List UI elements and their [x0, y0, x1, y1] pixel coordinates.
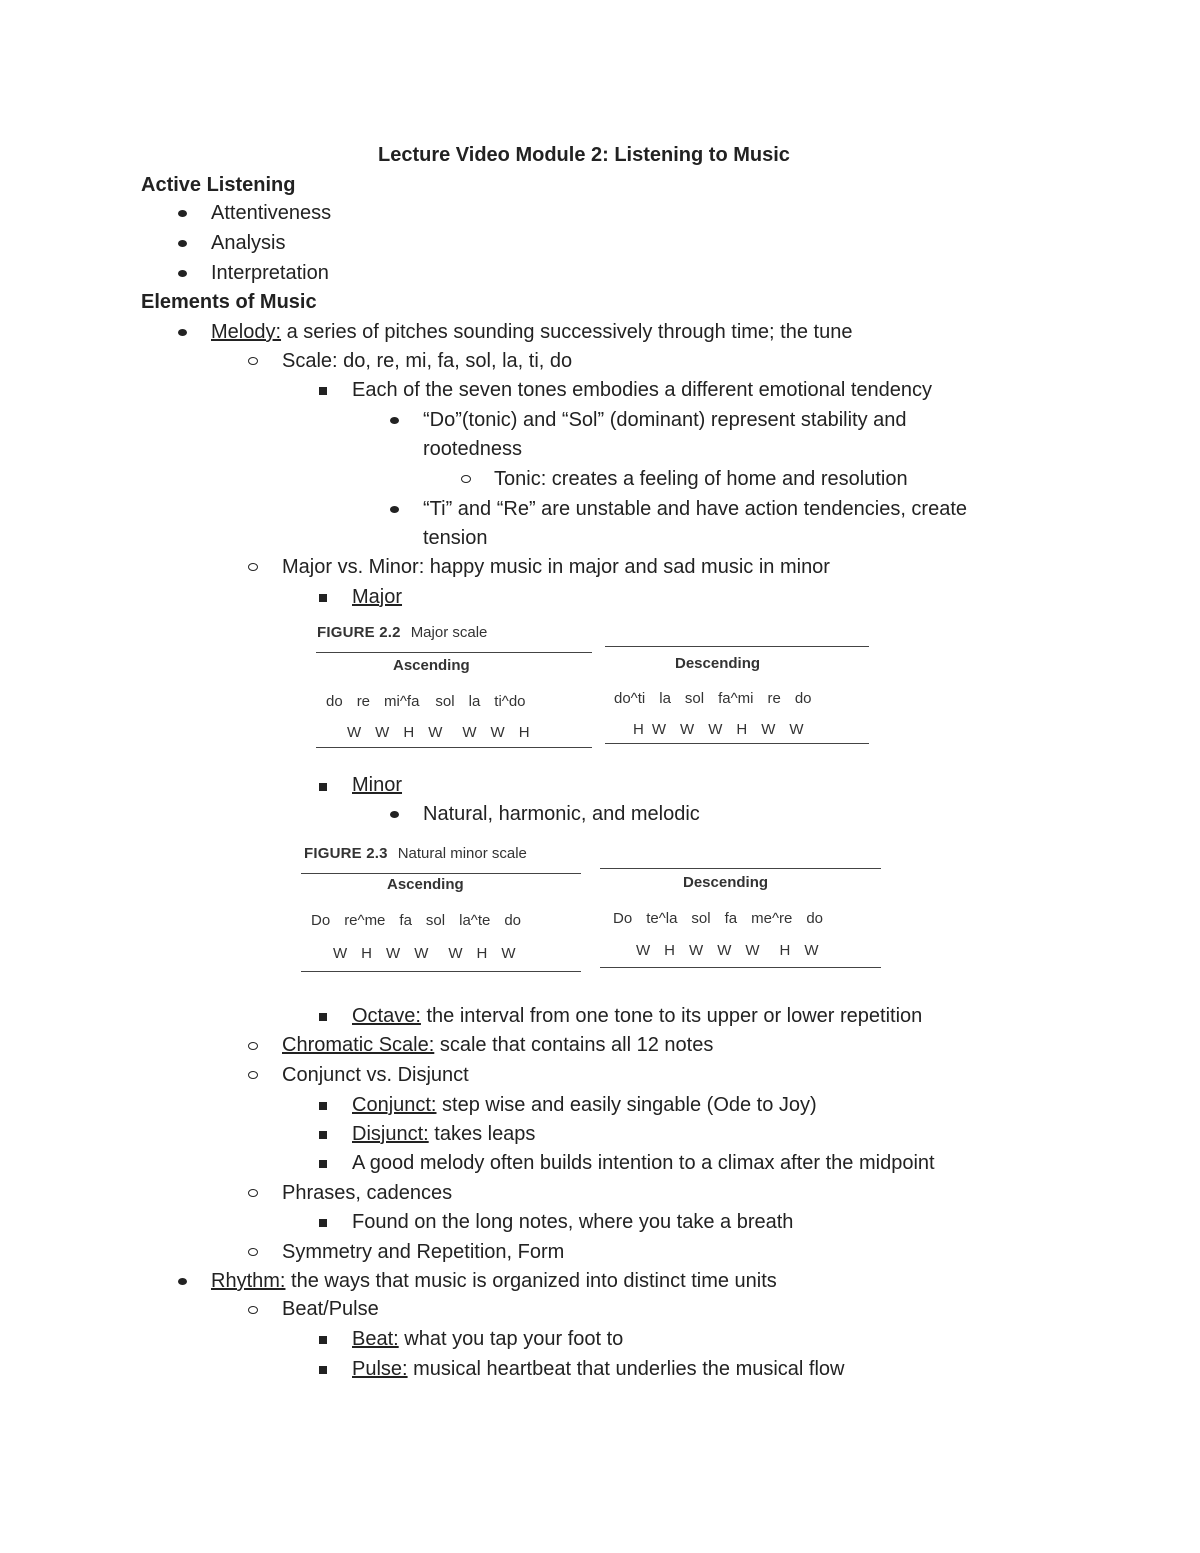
step: W — [636, 942, 651, 959]
syllable: fa — [724, 910, 738, 927]
rhythm-term: Rhythm: — [211, 1270, 286, 1292]
step: H — [361, 945, 373, 962]
ti-re-item-cont: tension — [423, 527, 488, 549]
step: W — [333, 945, 348, 962]
page-title: Lecture Video Module 2: Listening to Music — [378, 144, 790, 166]
step: W — [375, 724, 390, 741]
asc-syllables — [311, 912, 535, 929]
bullet-circle-icon — [248, 1071, 258, 1079]
step: H — [736, 721, 748, 738]
syllable: mi^fa — [384, 693, 420, 710]
disjunct-def: takes leaps — [428, 1123, 536, 1145]
asc-steps — [347, 724, 544, 741]
bullet-circle-icon — [461, 475, 471, 483]
bullet-dot-icon — [390, 811, 399, 818]
step: H — [403, 724, 415, 741]
bullet-dot-icon — [178, 1278, 187, 1285]
bullet-circle-icon — [248, 563, 258, 571]
ascending-heading: Ascending — [387, 876, 464, 893]
bullet-circle-icon — [248, 1189, 258, 1197]
figure-label: FIGURE 2.2 — [317, 624, 401, 641]
figure-label: FIGURE 2.3 — [304, 845, 388, 862]
syllable: sol — [684, 690, 705, 707]
step: W — [347, 724, 362, 741]
good-melody-item: A good melody often builds intention to a climax after the midpoint — [352, 1152, 935, 1174]
conjunct-def: step wise and easily singable (Ode to Joy) — [436, 1094, 817, 1116]
active-listening-heading: Active Listening — [141, 174, 296, 196]
bullet-dot-icon — [178, 240, 187, 247]
major-minor-item: Major vs. Minor: happy music in major and sad music in minor — [282, 556, 830, 578]
desc-steps — [633, 721, 818, 738]
bullet-square-icon — [319, 594, 327, 602]
step: W — [501, 945, 516, 962]
melody-term: Melody: — [211, 321, 282, 343]
desc-syllables — [614, 690, 826, 707]
step: W — [386, 945, 401, 962]
rhythm-item — [211, 1269, 777, 1293]
melody-def: a series of pitches sounding successively through time; the tune — [281, 321, 853, 343]
syllable: la — [659, 690, 671, 707]
figure-rule — [605, 646, 869, 647]
do-sol-item: “Do”(tonic) and “Sol” (dominant) represent stability and — [423, 409, 907, 431]
figure-caption — [317, 624, 487, 641]
syllable: re — [767, 690, 781, 707]
rhythm-def: the ways that music is organized into distinct time units — [285, 1270, 777, 1292]
pulse-def: musical heartbeat that underlies the musical flow — [407, 1358, 845, 1380]
bullet-square-icon — [319, 1102, 327, 1110]
step: W — [804, 942, 819, 959]
conj-disj-item: Conjunct vs. Disjunct — [282, 1064, 469, 1086]
conjunct-item — [352, 1093, 817, 1117]
bullet-dot-icon — [390, 506, 399, 513]
list-item: Interpretation — [211, 262, 329, 284]
syllable: fa^mi — [718, 690, 754, 707]
octave-item — [352, 1004, 922, 1028]
octave-term: Octave: — [352, 1005, 421, 1027]
step: W — [708, 721, 723, 738]
pulse-item — [352, 1357, 844, 1381]
step: W — [414, 945, 429, 962]
syllable: la^te — [459, 912, 491, 929]
list-item: Analysis — [211, 232, 286, 254]
chromatic-item — [282, 1033, 713, 1057]
chromatic-term: Chromatic Scale: — [282, 1034, 435, 1056]
pulse-term: Pulse: — [352, 1358, 408, 1380]
syllable: me^re — [751, 910, 793, 927]
desc-syllables — [613, 910, 837, 927]
step: W — [717, 942, 732, 959]
syllable: Do — [613, 910, 633, 927]
bullet-dot-icon — [178, 270, 187, 277]
asc-steps — [333, 945, 530, 962]
bullet-square-icon — [319, 1219, 327, 1227]
minor-types-item: Natural, harmonic, and melodic — [423, 803, 700, 825]
figure-rule — [600, 868, 881, 869]
disjunct-item — [352, 1122, 535, 1146]
bullet-square-icon — [319, 1366, 327, 1374]
beat-pulse-item: Beat/Pulse — [282, 1298, 379, 1320]
octave-def: the interval from one tone to its upper or lower repetition — [420, 1005, 923, 1027]
syllable: re — [356, 693, 371, 710]
bullet-square-icon — [319, 783, 327, 791]
figure-title: Natural minor scale — [397, 845, 527, 862]
figure-rule — [301, 971, 581, 972]
beat-term: Beat: — [352, 1328, 399, 1350]
conjunct-term: Conjunct: — [352, 1094, 437, 1116]
beat-item — [352, 1327, 623, 1351]
bullet-circle-icon — [248, 1042, 258, 1050]
bullet-dot-icon — [178, 210, 187, 217]
step: W — [745, 942, 760, 959]
syllable: do — [806, 910, 824, 927]
figure-rule — [316, 747, 592, 748]
syllable: do^ti — [614, 690, 646, 707]
melody-item — [211, 320, 852, 344]
tonic-item: Tonic: creates a feeling of home and resolution — [494, 468, 908, 490]
bullet-circle-icon — [248, 1248, 258, 1256]
bullet-circle-icon — [248, 357, 258, 365]
do-sol-item-cont: rootedness — [423, 438, 522, 460]
bullet-circle-icon — [248, 1306, 258, 1314]
descending-heading: Descending — [675, 655, 761, 672]
step: H — [633, 721, 644, 738]
symmetry-item: Symmetry and Repetition, Form — [282, 1241, 565, 1263]
step: W — [448, 945, 463, 962]
step: W — [428, 724, 443, 741]
step: W — [651, 721, 667, 738]
figure-title: Major scale — [410, 624, 488, 641]
step: H — [779, 942, 791, 959]
step: W — [490, 724, 505, 741]
bullet-square-icon — [319, 1013, 327, 1021]
long-notes-item: Found on the long notes, where you take a breath — [352, 1211, 794, 1233]
major-item: Major — [352, 586, 403, 608]
syllable: sol — [691, 910, 711, 927]
syllable: la — [468, 693, 481, 710]
step: W — [680, 721, 695, 738]
descending-heading: Descending — [683, 874, 769, 891]
step: W — [689, 942, 704, 959]
step: W — [462, 724, 477, 741]
elements-heading: Elements of Music — [141, 291, 317, 313]
step: W — [761, 721, 776, 738]
bullet-square-icon — [319, 1160, 327, 1168]
seven-tones-item: Each of the seven tones embodies a different emotional tendency — [352, 379, 933, 401]
bullet-dot-icon — [178, 329, 187, 336]
ascending-heading: Ascending — [393, 657, 470, 674]
figure-rule — [600, 967, 881, 968]
syllable: sol — [425, 912, 446, 929]
bullet-dot-icon — [390, 417, 399, 424]
figure-rule — [301, 873, 581, 874]
syllable: do — [326, 693, 343, 710]
syllable: do — [794, 690, 812, 707]
scale-item: Scale: do, re, mi, fa, sol, la, ti, do — [282, 350, 573, 372]
figure-caption — [304, 845, 527, 862]
list-item: Attentiveness — [211, 202, 332, 224]
step: W — [789, 721, 804, 738]
syllable: fa — [399, 912, 412, 929]
phrases-item: Phrases, cadences — [282, 1182, 453, 1204]
disjunct-term: Disjunct: — [352, 1123, 429, 1145]
asc-syllables — [326, 693, 540, 710]
bullet-square-icon — [319, 1336, 327, 1344]
syllable: ti^do — [494, 693, 526, 710]
bullet-square-icon — [319, 1131, 327, 1139]
chromatic-def: scale that contains all 12 notes — [434, 1034, 714, 1056]
syllable: te^la — [646, 910, 678, 927]
figure-rule — [605, 743, 869, 744]
syllable: re^me — [344, 912, 386, 929]
syllable: sol — [435, 693, 455, 710]
beat-def: what you tap your foot to — [398, 1328, 624, 1350]
bullet-square-icon — [319, 387, 327, 395]
step: H — [518, 724, 530, 741]
syllable: do — [504, 912, 522, 929]
step: H — [476, 945, 488, 962]
ti-re-item: “Ti” and “Re” are unstable and have action tendencies, create — [423, 498, 968, 520]
desc-steps — [636, 942, 833, 959]
figure-rule — [316, 652, 592, 653]
minor-item: Minor — [352, 774, 403, 796]
syllable: Do — [311, 912, 331, 929]
step: H — [664, 942, 676, 959]
